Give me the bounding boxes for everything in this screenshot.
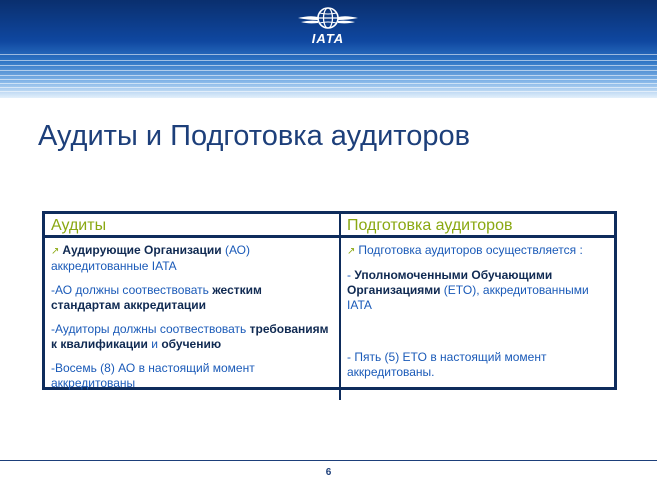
slide-title: Аудиты и Подготовка аудиторов xyxy=(38,120,471,152)
spacer xyxy=(347,322,608,350)
page-number: 6 xyxy=(325,467,332,478)
list-item: -АО должны соотвествовать жестким стандартам аккредитации xyxy=(51,283,262,312)
iata-logo xyxy=(296,6,360,48)
logo-text: IATA xyxy=(311,31,345,46)
list-item: - Пять (5) ETO в настоящий момент аккредитованы. xyxy=(347,350,547,379)
header-audits: Аудиты xyxy=(45,214,341,235)
globe-wings-icon xyxy=(296,6,360,32)
table-body xyxy=(45,238,614,400)
list-item: ↗ Подготовка аудиторов осуществляется : xyxy=(347,243,583,257)
header-auditor-training: Подготовка аудиторов xyxy=(347,217,513,234)
list-item: -Восемь (8) АО в настоящий момент аккредитованы xyxy=(51,361,255,390)
audits-column xyxy=(45,238,341,400)
list-item: - Уполномоченными Обучающими Организациями (ETO), аккредитованными IATA xyxy=(347,268,589,312)
comparison-table xyxy=(42,211,617,390)
header-band xyxy=(0,0,657,98)
list-item: -Аудиторы должны соотвествовать требованиям к квалификации и обучению xyxy=(51,322,329,351)
header-stripes xyxy=(0,48,657,98)
footer-divider xyxy=(0,460,657,461)
list-item: ↗ Аудирующие Организации (АО) аккредитованные IATA xyxy=(51,243,251,273)
arrow-up-right-icon: ↗ xyxy=(347,246,356,257)
arrow-up-right-icon: ↗ xyxy=(51,246,60,257)
training-column xyxy=(341,238,614,400)
table-header-row xyxy=(45,214,614,238)
